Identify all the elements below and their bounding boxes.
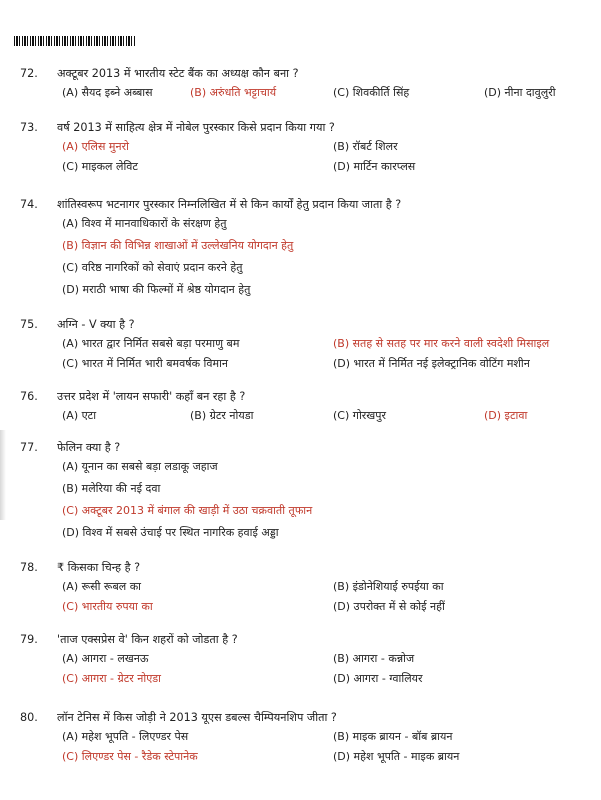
option-d: (D) मराठी भाषा की फिल्मों में श्रेष्ठ योगदान हेतु — [62, 283, 251, 296]
question-72 — [0, 66, 601, 99]
option-c: (C) भारत में निर्मित भारी बमवर्षक विमान — [62, 357, 229, 370]
option-b: (B) विज्ञान की विभिन्न शाखाओं में उल्लेखनिय योगदान हेतु — [62, 239, 294, 252]
option-a: (A) विश्व में मानवाधिकारों के संरक्षण हेतु — [62, 217, 227, 230]
question-79 — [0, 632, 601, 685]
option-c: (C) आगरा - ग्रेटर नोएडा — [62, 672, 162, 685]
option-d: (D) उपरोक्त में से कोई नहीं — [333, 600, 445, 613]
question-header — [0, 197, 601, 216]
barcode — [14, 36, 136, 46]
question-73 — [0, 120, 601, 173]
question-80 — [0, 710, 601, 763]
question-text: ₹ किसका चिन्ह है ? — [57, 561, 141, 574]
option-a: (A) भारत द्वार निर्मित सबसे बड़ा परमाणु बम — [62, 337, 240, 350]
option-c: (C) गोरखपुर — [333, 409, 387, 422]
option-d: (D) भारत में निर्मित नई इलेक्ट्रानिक वोटिंग मशीन — [333, 357, 530, 370]
option-d: (D) इटावा — [484, 409, 528, 422]
option-a: (A) यूनान का सबसे बड़ा लडाकू जहाज — [62, 460, 218, 473]
question-text: शांतिस्वरूप भटनागर पुरस्कार निम्नलिखित में से किन कार्यों हेतु प्रदान किया जाता है ? — [57, 198, 402, 211]
option-c: (C) लिएण्डर पेस - रैडेक स्टेपानेक — [62, 750, 198, 763]
question-74 — [0, 197, 601, 296]
option-b: (B) इंडोनेशियाई रुपईया का — [333, 580, 444, 593]
option-d: (D) विश्व में सबसे उंचाई पर स्थित नागरिक हवाई अड्डा — [62, 526, 279, 539]
question-78 — [0, 560, 601, 613]
question-header — [0, 389, 601, 408]
option-b: (B) सतह से सतह पर मार करने वाली स्वदेशी मिसाइल — [333, 337, 550, 350]
option-a: (A) एटा — [62, 409, 97, 422]
question-number: 79. — [20, 633, 38, 646]
option-d: (D) महेश भूपति - माइक ब्रायन — [333, 750, 460, 763]
question-number: 78. — [20, 561, 38, 574]
option-c: (C) वरिष्ठ नागरिकों को सेवाएं प्रदान करने हेतु — [62, 261, 243, 274]
question-77 — [0, 440, 601, 539]
question-number: 74. — [20, 198, 38, 211]
question-text: 'ताज एक्सप्रेस वे' किन शहरों को जोडता है ? — [57, 633, 238, 646]
question-text: अक्टूबर 2013 में भारतीय स्टेट बैंक का अध्यक्ष कौन बना ? — [57, 67, 299, 80]
option-c: (C) माइकल लेविट — [62, 160, 138, 173]
option-b: (B) माइक ब्रायन - बॉब ब्रायन — [333, 730, 453, 743]
option-a: (A) महेश भूपति - लिएण्डर पेस — [62, 730, 189, 743]
option-a: (A) सैयद इब्ने अब्बास — [62, 86, 153, 99]
question-header — [0, 317, 601, 336]
option-d: (D) मार्टिन कारप्लस — [333, 160, 416, 173]
question-75 — [0, 317, 601, 370]
option-b: (B) अरुंधति भट्टाचार्य — [190, 86, 277, 99]
question-number: 75. — [20, 318, 38, 331]
question-header — [0, 560, 601, 579]
question-header — [0, 66, 601, 85]
question-76 — [0, 389, 601, 422]
option-b: (B) मलेरिया की नई दवा — [62, 482, 161, 495]
question-header — [0, 632, 601, 651]
question-text: वर्ष 2013 में साहित्य क्षेत्र में नोबेल पुरस्कार किसे प्रदान किया गया ? — [57, 121, 335, 134]
option-c: (C) अक्टूबर 2013 में बंगाल की खाड़ी में उठा चक्रवाती तूफान — [62, 504, 313, 517]
option-b: (B) आगरा - कन्नोज — [333, 652, 415, 665]
option-a: (A) आगरा - लखनऊ — [62, 652, 149, 665]
option-a: (A) एलिस मुनरो — [62, 140, 129, 153]
question-text: उत्तर प्रदेश में 'लायन सफारी' कहाँ बन रहा है ? — [57, 390, 246, 403]
option-b: (B) ग्रेटर नोयडा — [190, 409, 254, 422]
option-d: (D) नीना दावुलुरी — [484, 86, 556, 99]
question-number: 80. — [20, 711, 38, 724]
question-header — [0, 440, 601, 459]
question-number: 77. — [20, 441, 38, 454]
question-header — [0, 120, 601, 139]
question-number: 73. — [20, 121, 38, 134]
option-d: (D) आगरा - ग्वालियर — [333, 672, 423, 685]
question-number: 76. — [20, 390, 38, 403]
option-a: (A) रूसी रूबल का — [62, 580, 142, 593]
question-text: अग्नि - V क्या है ? — [57, 318, 135, 331]
question-header — [0, 710, 601, 729]
question-text: लॉन टेनिस में किस जोड़ी ने 2013 यूएस डबल्स चैम्पियनशिप जीता ? — [57, 711, 337, 724]
question-number: 72. — [20, 67, 38, 80]
option-c: (C) भारतीय रुपया का — [62, 600, 153, 613]
option-b: (B) रॉबर्ट शिलर — [333, 140, 398, 153]
question-text: फेलिन क्या है ? — [57, 441, 121, 454]
option-c: (C) शिवकीर्ति सिंह — [333, 86, 410, 99]
